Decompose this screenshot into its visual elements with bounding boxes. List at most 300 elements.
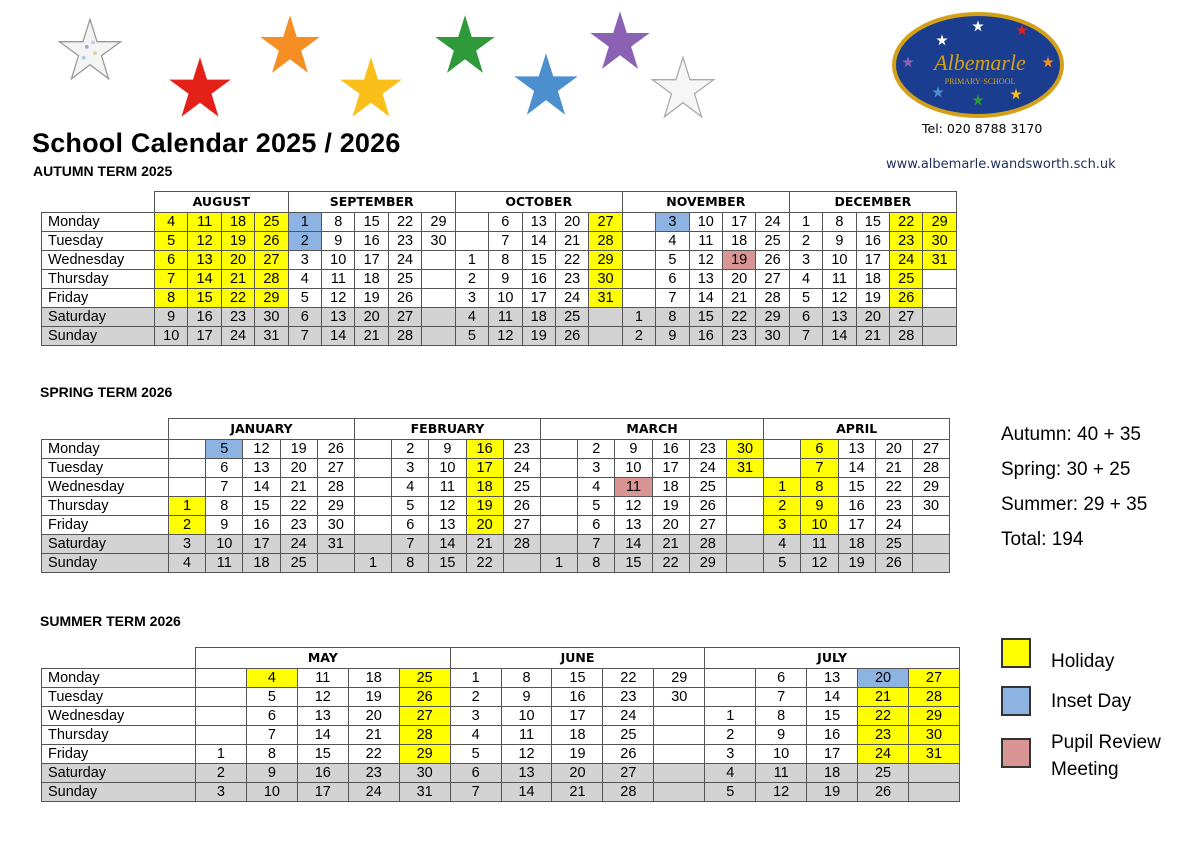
date-cell [540,478,577,497]
term-totals [1001,424,1147,564]
date-cell [726,554,763,573]
date-cell: 2 [450,688,501,707]
date-cell: 12 [243,440,280,459]
day-label: Friday [42,516,169,535]
date-cell: 18 [652,478,689,497]
month-header: JANUARY [169,419,355,440]
date-cell: 1 [196,745,247,764]
day-label: Friday [42,745,196,764]
date-cell: 14 [297,726,348,745]
date-cell: 6 [288,308,321,327]
date-cell: 12 [322,289,355,308]
day-label: Thursday [42,497,169,516]
date-cell: 2 [764,497,801,516]
date-cell: 21 [355,327,388,346]
date-cell: 4 [578,478,615,497]
date-cell: 24 [221,327,254,346]
date-cell: 9 [489,270,522,289]
date-cell [169,440,206,459]
date-cell [912,554,949,573]
inset-day-swatch [1001,686,1031,716]
spring-term-heading: SPRING TERM 2026 [40,384,173,400]
date-cell: 8 [578,554,615,573]
date-cell: 20 [722,270,755,289]
month-header: DECEMBER [789,192,956,213]
date-cell: 6 [656,270,689,289]
star-decoration-icon [433,14,497,76]
date-cell [923,308,956,327]
date-cell: 15 [355,213,388,232]
date-cell [912,535,949,554]
star-decoration-icon [588,10,652,72]
date-cell: 7 [656,289,689,308]
date-cell: 2 [455,270,488,289]
date-cell: 15 [689,308,722,327]
date-cell: 27 [603,764,654,783]
date-cell: 21 [552,783,603,802]
date-cell: 21 [875,459,912,478]
date-cell: 29 [908,707,959,726]
date-cell: 9 [615,440,652,459]
date-cell: 22 [388,213,421,232]
date-cell: 4 [155,213,188,232]
date-cell [503,554,540,573]
star-decoration-icon [338,56,404,120]
week-row [42,497,950,516]
date-cell: 9 [501,688,552,707]
date-cell [540,440,577,459]
date-cell: 24 [555,289,588,308]
day-label: Sunday [42,554,169,573]
date-cell: 24 [689,459,726,478]
date-cell: 21 [722,289,755,308]
date-cell [422,327,455,346]
date-cell: 27 [399,707,450,726]
week-row [42,764,960,783]
date-cell: 15 [807,707,858,726]
date-cell: 18 [466,478,503,497]
date-cell: 23 [348,764,399,783]
date-cell: 18 [348,669,399,688]
date-cell: 7 [392,535,429,554]
date-cell: 9 [656,327,689,346]
date-cell: 17 [243,535,280,554]
date-cell: 13 [838,440,875,459]
date-cell: 22 [555,251,588,270]
date-cell: 30 [726,440,763,459]
date-cell [912,516,949,535]
date-cell: 1 [789,213,822,232]
date-cell: 25 [689,478,726,497]
date-cell: 26 [890,289,923,308]
date-cell: 10 [689,213,722,232]
date-cell: 27 [388,308,421,327]
autumn-term-heading: AUTUMN TERM 2025 [33,163,173,179]
date-cell: 27 [912,440,949,459]
date-cell: 23 [875,497,912,516]
date-cell [354,535,391,554]
date-cell: 5 [789,289,822,308]
week-row [42,554,950,573]
date-cell: 21 [858,688,909,707]
month-header: MARCH [540,419,763,440]
date-cell: 16 [243,516,280,535]
day-label: Monday [42,213,155,232]
date-cell: 24 [503,459,540,478]
date-cell: 6 [392,516,429,535]
date-cell: 13 [689,270,722,289]
date-cell: 1 [764,478,801,497]
date-cell: 17 [188,327,221,346]
week-row [42,308,957,327]
date-cell [540,497,577,516]
date-cell: 20 [875,440,912,459]
date-cell [908,783,959,802]
date-cell: 17 [807,745,858,764]
week-row [42,251,957,270]
date-cell: 19 [652,497,689,516]
week-row [42,327,957,346]
date-cell: 13 [297,707,348,726]
day-label: Tuesday [42,688,196,707]
date-cell: 10 [489,289,522,308]
date-cell: 19 [348,688,399,707]
date-cell: 31 [908,745,959,764]
date-cell: 30 [912,497,949,516]
date-cell: 12 [501,745,552,764]
date-cell: 8 [756,707,807,726]
date-cell: 3 [450,707,501,726]
date-cell: 12 [429,497,466,516]
day-label: Tuesday [42,459,169,478]
date-cell: 10 [823,251,856,270]
date-cell: 27 [589,213,622,232]
date-cell: 10 [615,459,652,478]
date-cell: 16 [552,688,603,707]
legend-pupil-review-line2: Meeting [1051,759,1119,780]
month-header: APRIL [764,419,950,440]
autumn-total: Autumn: 40 + 35 [1001,424,1141,445]
date-cell: 5 [155,232,188,251]
date-cell: 7 [246,726,297,745]
date-cell: 8 [656,308,689,327]
date-cell: 29 [399,745,450,764]
date-cell: 13 [322,308,355,327]
school-logo [892,12,1064,118]
date-cell: 24 [388,251,421,270]
date-cell [654,707,705,726]
week-row [42,745,960,764]
date-cell: 20 [355,308,388,327]
date-cell: 14 [807,688,858,707]
date-cell: 13 [823,308,856,327]
date-cell: 11 [322,270,355,289]
date-cell: 4 [246,669,297,688]
date-cell: 5 [656,251,689,270]
date-cell [455,213,488,232]
date-cell: 1 [540,554,577,573]
date-cell: 24 [858,745,909,764]
header-blank [42,192,155,213]
date-cell: 7 [801,459,838,478]
date-cell: 21 [466,535,503,554]
date-cell [622,289,655,308]
date-cell: 13 [243,459,280,478]
legend-pupil-review [1051,729,1161,783]
date-cell: 3 [789,251,822,270]
date-cell: 4 [450,726,501,745]
date-cell: 8 [801,478,838,497]
date-cell: 5 [705,783,756,802]
date-cell: 15 [429,554,466,573]
week-row [42,535,950,554]
date-cell [654,764,705,783]
date-cell [654,745,705,764]
month-header: SEPTEMBER [288,192,455,213]
date-cell: 24 [890,251,923,270]
date-cell: 8 [322,213,355,232]
date-cell: 16 [652,440,689,459]
date-cell: 19 [838,554,875,573]
month-header: JUNE [450,648,705,669]
date-cell [764,459,801,478]
date-cell [196,726,247,745]
date-cell: 15 [615,554,652,573]
date-cell [705,688,756,707]
date-cell: 30 [422,232,455,251]
date-cell: 8 [246,745,297,764]
date-cell [196,688,247,707]
date-cell: 24 [348,783,399,802]
date-cell: 7 [789,327,822,346]
date-cell: 7 [288,327,321,346]
date-cell [923,289,956,308]
date-cell: 1 [705,707,756,726]
date-cell: 11 [501,726,552,745]
date-cell: 20 [221,251,254,270]
date-cell: 18 [221,213,254,232]
date-cell: 28 [890,327,923,346]
date-cell: 31 [255,327,288,346]
date-cell: 14 [243,478,280,497]
date-cell: 29 [654,669,705,688]
day-label: Friday [42,289,155,308]
date-cell: 5 [578,497,615,516]
date-cell: 3 [656,213,689,232]
legend-holiday: Holiday [1051,651,1115,672]
date-cell [540,516,577,535]
date-cell: 4 [392,478,429,497]
date-cell: 11 [206,554,243,573]
date-cell: 20 [280,459,317,478]
date-cell: 13 [429,516,466,535]
date-cell: 15 [838,478,875,497]
date-cell: 19 [221,232,254,251]
date-cell: 15 [243,497,280,516]
date-cell: 22 [722,308,755,327]
date-cell [726,478,763,497]
date-cell: 28 [689,535,726,554]
date-cell: 9 [756,726,807,745]
date-cell: 25 [890,270,923,289]
date-cell: 31 [923,251,956,270]
week-row [42,270,957,289]
date-cell: 4 [169,554,206,573]
date-cell: 1 [354,554,391,573]
date-cell: 14 [188,270,221,289]
date-cell: 21 [280,478,317,497]
date-cell: 15 [552,669,603,688]
week-row [42,669,960,688]
date-cell: 1 [455,251,488,270]
date-cell: 5 [455,327,488,346]
date-cell: 16 [807,726,858,745]
week-row [42,783,960,802]
date-cell: 27 [503,516,540,535]
day-label: Wednesday [42,251,155,270]
date-cell: 7 [155,270,188,289]
date-cell: 22 [858,707,909,726]
date-cell: 27 [756,270,789,289]
date-cell [705,669,756,688]
date-cell: 23 [503,440,540,459]
date-cell: 20 [466,516,503,535]
year-total: Total: 194 [1001,529,1084,550]
date-cell: 13 [615,516,652,535]
date-cell: 10 [429,459,466,478]
date-cell: 27 [689,516,726,535]
date-cell: 28 [255,270,288,289]
date-cell: 4 [455,308,488,327]
date-cell: 11 [615,478,652,497]
date-cell: 17 [652,459,689,478]
date-cell: 12 [615,497,652,516]
date-cell [764,440,801,459]
date-cell: 26 [875,554,912,573]
date-cell: 13 [522,213,555,232]
date-cell [354,459,391,478]
date-cell: 11 [801,535,838,554]
spring-calendar-table [41,418,950,573]
date-cell: 1 [288,213,321,232]
date-cell: 23 [722,327,755,346]
date-cell [540,535,577,554]
date-cell: 10 [756,745,807,764]
date-cell: 2 [622,327,655,346]
date-cell: 29 [912,478,949,497]
date-cell [422,308,455,327]
date-cell: 26 [689,497,726,516]
date-cell [169,459,206,478]
date-cell: 26 [255,232,288,251]
date-cell: 26 [399,688,450,707]
week-row [42,707,960,726]
date-cell: 11 [429,478,466,497]
star-decoration-icon [58,18,122,82]
date-cell: 22 [603,669,654,688]
day-label: Saturday [42,535,169,554]
date-cell: 11 [756,764,807,783]
date-cell: 16 [188,308,221,327]
date-cell: 20 [858,669,909,688]
date-cell: 23 [890,232,923,251]
date-cell: 24 [756,213,789,232]
date-cell: 15 [297,745,348,764]
date-cell: 29 [589,251,622,270]
month-header: MAY [196,648,451,669]
date-cell: 18 [243,554,280,573]
star-decoration-icon [650,56,716,120]
autumn-calendar-table [41,191,957,346]
date-cell: 28 [912,459,949,478]
date-cell: 28 [908,688,959,707]
date-cell: 14 [501,783,552,802]
date-cell: 30 [255,308,288,327]
date-cell [622,213,655,232]
week-row [42,726,960,745]
date-cell: 25 [503,478,540,497]
date-cell [422,251,455,270]
header-blank [42,648,196,669]
week-row [42,440,950,459]
date-cell: 25 [280,554,317,573]
date-cell: 8 [155,289,188,308]
date-cell: 18 [856,270,889,289]
week-row [42,516,950,535]
date-cell: 19 [552,745,603,764]
date-cell: 11 [489,308,522,327]
date-cell [354,497,391,516]
day-label: Monday [42,669,196,688]
date-cell: 16 [297,764,348,783]
date-cell: 22 [466,554,503,573]
date-cell: 3 [392,459,429,478]
date-cell: 6 [155,251,188,270]
date-cell: 23 [603,688,654,707]
date-cell: 11 [297,669,348,688]
date-cell: 27 [908,669,959,688]
date-cell: 24 [875,516,912,535]
date-cell: 2 [196,764,247,783]
date-cell: 4 [656,232,689,251]
date-cell [622,270,655,289]
date-cell: 22 [221,289,254,308]
date-cell: 24 [280,535,317,554]
date-cell: 22 [652,554,689,573]
date-cell: 7 [450,783,501,802]
week-row [42,289,957,308]
date-cell: 28 [399,726,450,745]
day-label: Sunday [42,783,196,802]
day-label: Sunday [42,327,155,346]
date-cell: 5 [246,688,297,707]
date-cell: 15 [856,213,889,232]
date-cell [726,535,763,554]
date-cell: 29 [923,213,956,232]
date-cell: 25 [875,535,912,554]
date-cell: 25 [255,213,288,232]
date-cell: 19 [466,497,503,516]
date-cell: 10 [322,251,355,270]
day-label: Saturday [42,764,196,783]
day-label: Thursday [42,270,155,289]
day-label: Wednesday [42,707,196,726]
date-cell: 29 [756,308,789,327]
date-cell: 16 [466,440,503,459]
date-cell: 21 [221,270,254,289]
date-cell: 9 [246,764,297,783]
date-cell: 4 [705,764,756,783]
